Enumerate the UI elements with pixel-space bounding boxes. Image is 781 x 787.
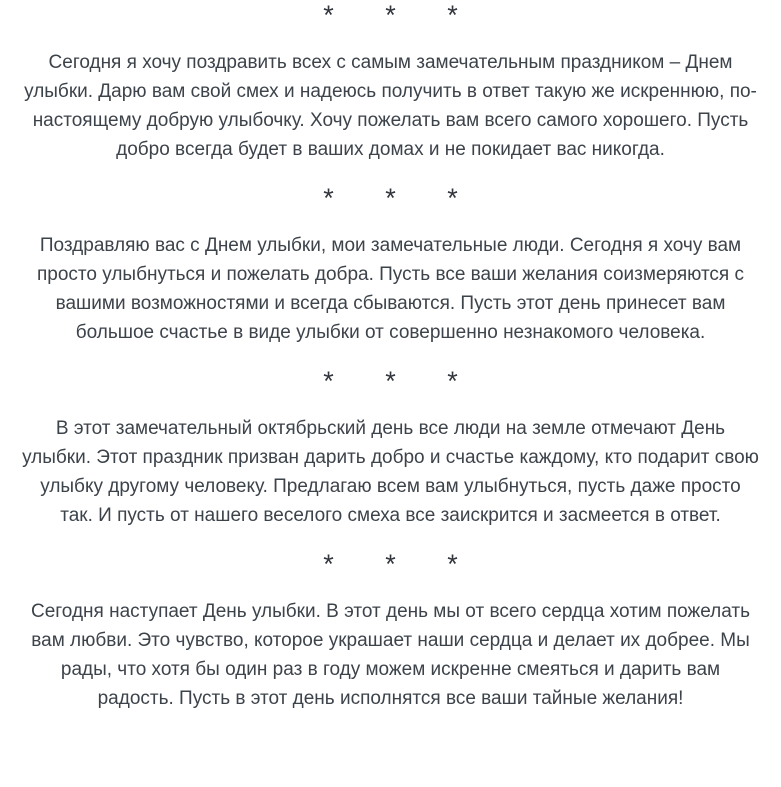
greeting-section [22, 0, 759, 164]
asterisk-divider: * * * [323, 366, 458, 396]
asterisk-divider: * * * [323, 183, 458, 213]
greeting-paragraph: Сегодня я хочу поздравить всех с самым замечательным праздником – Днем улыбки. Дарю вам свой смех и надеюсь получить в ответ такую же искреннюю, по-настоящему добрую улыбочку. Хочу пожелать вам всего самого хорошего. Пусть добро всегда будет в ваших домах и не покидает вас никогда. [24, 52, 757, 160]
greeting-section [22, 183, 759, 347]
greeting-section [22, 549, 759, 713]
greeting-paragraph: В этот замечательный октябрьский день все люди на земле отмечают День улыбки. Этот праздник призван дарить добро и счастье каждому, кто подарит свою улыбку другому человеку. Предлагаю всем вам улыбнуться, пусть даже просто так. И пусть от нашего веселого смеха все заискрится и засмеется в ответ. [22, 418, 759, 526]
asterisk-divider: * * * [323, 549, 458, 579]
asterisk-divider: * * * [323, 0, 458, 30]
greeting-paragraph: Сегодня наступает День улыбки. В этот день мы от всего сердца хотим пожелать вам любви. Это чувство, которое украшает наши сердца и делает их добрее. Мы рады, что хотя бы один раз в году можем искренне смеяться и дарить вам радость. Пусть в этот день исполнятся все ваши тайные желания! [31, 601, 750, 709]
greeting-section [22, 366, 759, 530]
greeting-paragraph: Поздравляю вас с Днем улыбки, мои замечательные люди. Сегодня я хочу вам просто улыбнуться и пожелать добра. Пусть все ваши желания соизмеряются с вашими возможностями и всегда сбываются. Пусть этот день принесет вам большое счастье в виде улыбки от совершенно незнакомого человека. [36, 235, 745, 343]
